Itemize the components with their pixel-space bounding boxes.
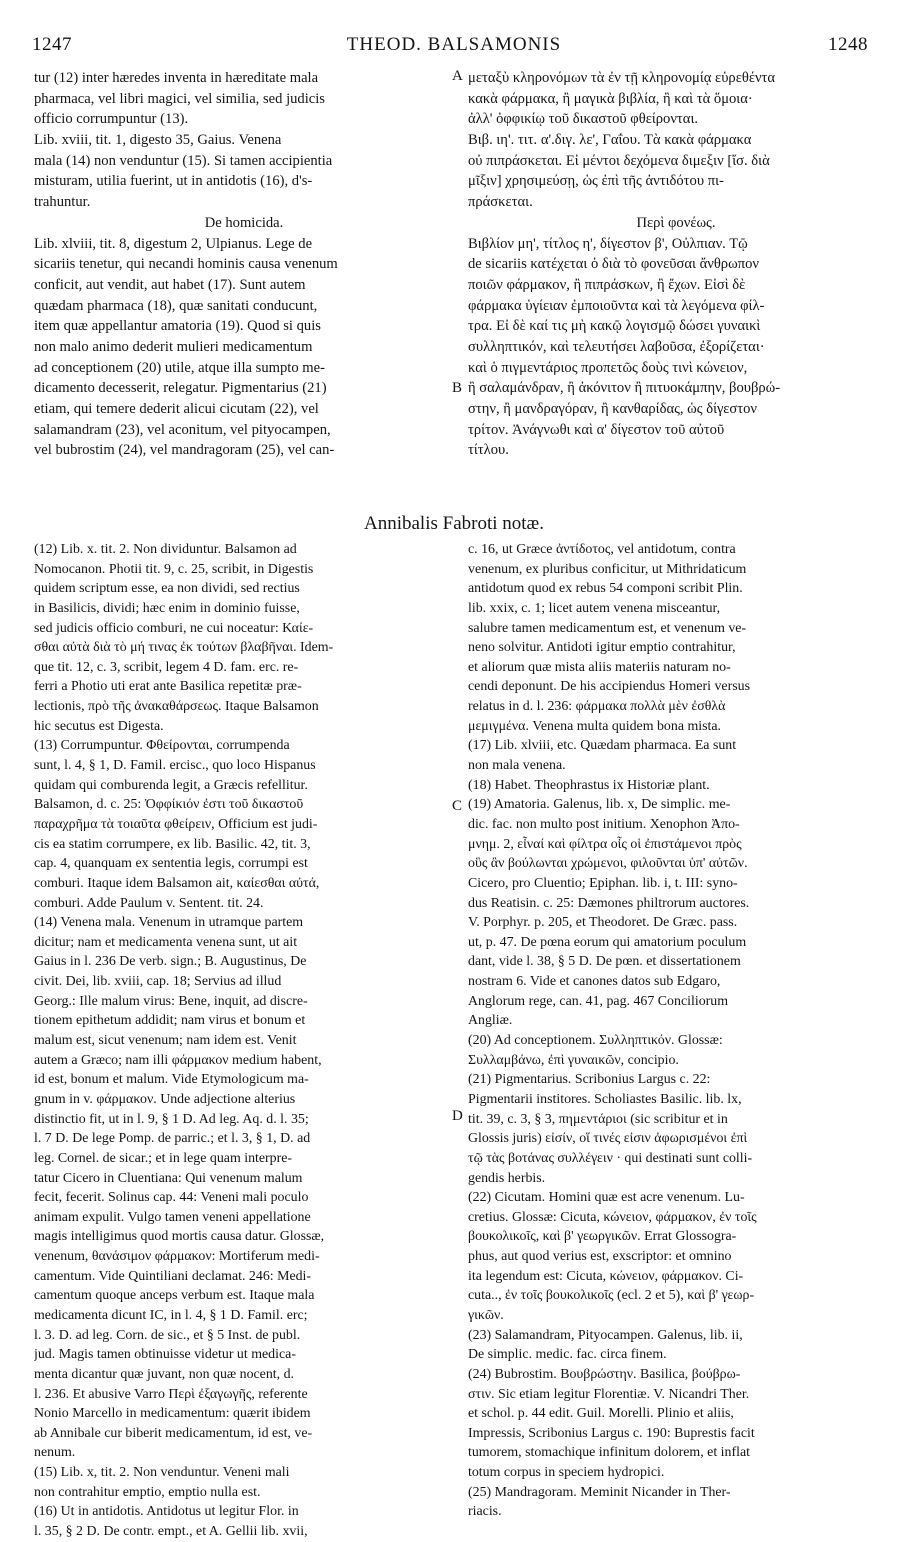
text-line: gnum in v. φάρμακον. Unde adjectione alterius <box>34 1091 296 1107</box>
text-line: tur (12) inter hæredes inventa in hæreditate mala <box>34 70 319 86</box>
text-line: pharmaca, vel libri magici, vel similia, sed judicis <box>34 90 325 107</box>
text-line: malum est, sicut venenum; nam idem est. Venit <box>34 1033 297 1049</box>
text-line: sicariis tenetur, qui necandi hominis causa venenum <box>34 256 338 273</box>
text-line: dant, vide l. 38, § 5 D. De pœn. et dissertationem <box>468 954 741 970</box>
text-line: item quæ appellantur amatoria (19). Quod si quis <box>34 318 321 335</box>
text-line: (13) Corrumpuntur. Φθείρονται, corrumpenda <box>34 738 290 754</box>
text-line: ad conceptionem (20) utile, atque illa sumpto me- <box>34 359 325 376</box>
text-line: Pigmentarii institores. Scholiastes Basilic. lib. lx, <box>468 1091 742 1107</box>
text-line: et schol. p. 44 edit. Guil. Morelli. Plinio et aliis, <box>468 1406 734 1422</box>
text-line: (16) Ut in antidotis. Antidotus ut legitur Flor. in <box>34 1504 299 1520</box>
text-line: (18) Habet. Theophrastus ix Historiæ plant. <box>468 777 710 793</box>
text-line: l. 7 D. De lege Pomp. de parric.; et l. 3, § 1, D. ad <box>34 1131 311 1147</box>
text-line: salamandram (23), vel aconitum, vel pityocampen, <box>34 421 331 438</box>
text-line: comburi. Itaque idem Balsamon ait, καίεσθαι αὐτά, <box>34 875 320 891</box>
page-number-right: 1248 <box>828 34 868 55</box>
text-line: tatur Cicero in Cluentiana: Qui venenum malum <box>34 1170 303 1186</box>
text-line: quædam pharmaca (18), quæ sanitati conducunt, <box>34 297 318 314</box>
text-line: τρίτον. Ἀνάγνωθι καὶ α' δίγεστον τοῦ αὐτοῦ <box>468 421 725 438</box>
text-line: de sicariis κατέχεται ὁ διὰ τὸ φονεῦσαι ἄνθρωπον <box>468 256 759 273</box>
text-line: tit. 39, c. 3, § 3, πημεντάριοι (sic scribitur et in <box>468 1111 728 1127</box>
text-line: venenum, θανάσιμον φάρμακον: Mortiferum medi- <box>34 1249 320 1265</box>
text-line: καὶ ὁ πιγμεντάριος προπετῶς δοὺς τινὶ κώνειον, <box>468 359 748 376</box>
text-line: riacis. <box>468 1504 502 1520</box>
text-line: μεμιγμένα. Venena multa quidem bona mista. <box>468 718 722 734</box>
margin-marker-b: B <box>452 380 463 396</box>
text-line: dic. fac. non multo post initium. Xenophon Ἀπο- <box>468 816 740 832</box>
text-line: τῷ τὰς βοτάνας συλλέγειν · qui destinati sunt colli- <box>468 1150 753 1166</box>
text-line: (23) Salamandram, Pityocampen. Galenus, lib. ii, <box>468 1327 743 1343</box>
text-line: jud. Magis tamen obtinuisse videtur ut medica- <box>34 1347 296 1363</box>
text-line: ferri a Photio uti erat ante Basilica repetitæ præ- <box>34 679 302 695</box>
text-line: cuta.., ἐν τοῖς βουκολικοῖς (ecl. 2 et 5), καὶ β' γεωρ- <box>468 1288 755 1304</box>
text-line: παραχρῆμα τὰ τοιαῦτα φθείρειν, Officium est judi- <box>34 816 318 832</box>
text-line: comburi. Adde Paulum v. Sentent. tit. 24. <box>34 895 264 911</box>
text-line: gendis herbis. <box>468 1170 546 1186</box>
text-line: Συλλαμβάνω, ἐπὶ γυναικῶν, concipio. <box>468 1052 679 1068</box>
text-line: (20) Ad conceptionem. Συλληπτικόν. Glossæ: <box>468 1033 723 1049</box>
text-line: magis intelligimus quod mortis causa datur. Glossæ, <box>34 1229 325 1245</box>
text-line: tumorem, stomachique infinitum dolorem, et inflat <box>468 1445 750 1461</box>
text-line: totum corpus in speciem hydropici. <box>468 1465 665 1481</box>
text-line: dicamento decesserit, relegatur. Pigmentarius (21) <box>34 380 327 397</box>
text-line: conficit, aut vendit, aut habet (17). Sunt autem <box>34 276 306 293</box>
text-line: βουκολικοῖς, καὶ β' γεωργικῶν. Errat Glossogra- <box>468 1229 737 1245</box>
text-line: Βιβ. ιη'. τιτ. α'.διγ. λε', Γαΐου. Τὰ κακὰ φάρμακα <box>468 132 752 149</box>
text-line: μεταξὺ κληρονόμων τὰ ἐν τῇ κληρονομίᾳ εὑρεθέντα <box>468 70 776 86</box>
text-line: vel bubrostim (24), vel mandragoram (25), vel can- <box>34 442 335 459</box>
text-line: c. 16, ut Græce ἀντίδοτος, vel antidotum, contra <box>468 542 736 557</box>
text-line: civit. Dei, lib. xviii, cap. 18; Servius ad illud <box>34 974 282 990</box>
text-line: non mala venena. <box>468 758 566 774</box>
text-line: οὐ πιπράσκεται. Εἰ μέντοι δεχόμενα διμεξιν [ἴσ. διὰ <box>468 152 770 169</box>
text-line: phus, aut quod verius est, exscriptor: et omnino <box>468 1249 732 1265</box>
text-line: quidem scriptum esse, ea non dividi, sed rectius <box>34 581 300 597</box>
page-number-left: 1247 <box>32 34 72 55</box>
text-line: cap. 4, quanquam ex sententia legis, corrumpi est <box>34 856 308 872</box>
text-line: Βιβλίον μη', τίτλος η', δίγεστον β', Οὐλπιαν. Τῷ <box>468 235 748 252</box>
text-line: Angliæ. <box>468 1013 513 1029</box>
text-line: leg. Cornel. de sicar.; et in lege quam interpre- <box>34 1150 293 1166</box>
text-line: menta dicantur quæ juvant, non quæ nocent, d. <box>34 1366 295 1382</box>
text-line: τρα. Εἰ δὲ καί τις μὴ κακῷ λογισμῷ δώσει γυναικὶ <box>468 318 761 335</box>
text-line: Lib. xviii, tit. 1, digesto 35, Gaius. Venena <box>34 132 282 149</box>
text-line: (15) Lib. x, tit. 2. Non venduntur. Veneni mali <box>34 1465 290 1481</box>
text-line: fecit, fecerit. Solinus cap. 44: Veneni mali poculo <box>34 1190 309 1206</box>
text-line: antidotum quod ex rebus 54 componi scribit Plin. <box>468 581 743 597</box>
text-line: (22) Cicutam. Homini quæ est acre venenum. Lu- <box>468 1190 745 1206</box>
text-line: medicamenta dicunt IC, in l. 4, § 1 D. Famil. erc; <box>34 1307 308 1323</box>
text-line: Nomocanon. Photii tit. 9, c. 25, scribit, in Digestis <box>34 561 314 577</box>
text-line: sunt, l. 4, § 1, D. Famil. ercisc., quo loco Hispanus <box>34 758 316 774</box>
text-line: Georg.: Ille malum virus: Bene, inquit, ad discre- <box>34 993 308 1009</box>
text-line: quidam qui comburenda legit, a Græcis refellitur. <box>34 777 308 793</box>
text-line: animam expulit. Vulgo tamen veneni appellatione <box>34 1209 311 1225</box>
text-line: ab Annibale cur biberit medicamentum, id est, ve- <box>34 1425 313 1441</box>
text-line: φάρμακα ὑγίειαν ἐμποιοῦντα καὶ τὰ λεγόμενα φίλ- <box>468 297 765 314</box>
text-line: De homicida. <box>204 214 284 231</box>
notes-title: Annibalis Fabroti notæ. <box>364 513 544 534</box>
text-line: salubre tamen medicamentum est, et venenum ve- <box>468 620 747 636</box>
text-line: et aliorum quæ mista aliis materiis naturam no- <box>468 659 731 675</box>
text-line: Lib. xlviii, tit. 8, digestum 2, Ulpianus. Lege de <box>34 235 313 252</box>
text-line: distinctio fit, ut in l. 9, § 1 D. Ad leg. Aq. d. l. 35; <box>34 1111 309 1127</box>
text-line: στην, ἢ μανδραγόραν, ἢ κανθαρίδας, ὡς δίγεστον <box>468 401 757 417</box>
text-line: lib. xxix, c. 1; licet autem venena misceantur, <box>468 600 721 616</box>
text-line: μῖξιν] χρησιμεύσῃ, ὡς ἐπὶ τῆς ἀντιδότου πι- <box>468 173 724 190</box>
text-line: ut, p. 47. De pœna eorum qui amatorium poculum <box>468 934 747 950</box>
text-line: nenum. <box>34 1445 76 1461</box>
text-line: Balsamon, d. c. 25: Ὀφφίκιόν ἐστι τοῦ δικαστοῦ <box>34 797 304 813</box>
text-line: Impressis, Scribonius Largus c. 190: Buprestis facit <box>468 1425 755 1441</box>
text-line: mala (14) non venduntur (15). Si tamen accipientia <box>34 152 333 169</box>
text-line: (21) Pigmentarius. Scribonius Largus c. 22: <box>468 1072 711 1088</box>
notes-right-column <box>468 540 884 1522</box>
text-line: in Basilicis, dividi; hæc enim in dominio fuisse, <box>34 600 300 616</box>
text-line: l. 3. D. ad leg. Corn. de sic., et § 5 Inst. de publ. <box>34 1327 301 1343</box>
text-line: trahuntur. <box>34 194 91 211</box>
text-line: (19) Amatoria. Galenus, lib. x, De simplic. me- <box>468 797 731 813</box>
text-line: dicitur; nam et medicamenta venena sunt, ut ait <box>34 934 298 950</box>
text-line: γικῶν. <box>468 1307 504 1323</box>
text-line: venenum, ex pluribus conficitur, ut Mithridaticum <box>468 561 747 577</box>
text-line: hic secutus est Digesta. <box>34 718 164 734</box>
text-line: cis ea statim corrumpere, ex lib. Basilic. 42, tit. 3, <box>34 836 311 852</box>
text-line: Glossis juris) εἰσίν, οἵ τινές εἰσιν ἀφωρισμένοι ἐπὶ <box>468 1131 748 1147</box>
text-line: μνημ. 2, εἶναί καὶ φίλτρα οἷς οἱ ἐπιστάμενοι πρὸς <box>468 836 742 852</box>
page-header <box>0 0 908 60</box>
text-line: relatus in d. l. 236: φάρμακα πολλὰ μὲν ἐσθλὰ <box>468 699 726 715</box>
text-line: σθαι αὐτὰ διὰ τὸ μή τινας ἐκ τούτων βλαβῆναι. Idem- <box>34 640 334 656</box>
text-line: Anglorum rege, can. 41, pag. 467 Conciliorum <box>468 993 729 1009</box>
text-line: officio corrumpuntur (13). <box>34 111 189 128</box>
text-line: camentum quoque anceps verbum est. Itaque mala <box>34 1288 315 1304</box>
text-line: que tit. 12, c. 3, scribit, legem 4 D. fam. erc. re- <box>34 659 299 675</box>
text-line: οὓς ἂν βούλωνται χρώμενοι, φιλοῦνται ὑπ' αὐτῶν. <box>468 856 748 872</box>
text-line: πράσκεται. <box>468 194 533 211</box>
text-line: Cicero, pro Cluentio; Epiphan. lib. i, t. III: syno- <box>468 875 738 891</box>
text-line: Περὶ φονέως. <box>636 214 716 231</box>
text-line: l. 236. Et abusive Varro Περὶ ἐξαγωγῆς, referente <box>34 1386 308 1402</box>
text-line: tionem epithetum addidit; nam virus et bonum et <box>34 1013 306 1029</box>
text-line: ita legendum est: Cicuta, κώνειον, φάρμακον. Ci- <box>468 1268 744 1284</box>
text-line: συλληπτικόν, καὶ τελευτήσει λαβοῦσα, ἐξορίζεται· <box>468 338 765 355</box>
text-line: etiam, qui temere dederit alicui cicutam (22), vel <box>34 401 319 417</box>
text-line: (17) Lib. xlviii, etc. Quædam pharmaca. Ea sunt <box>468 738 737 754</box>
text-line: κακὰ φάρμακα, ἢ μαγικὰ βιβλία, ἢ καὶ τὰ ὅμοια· <box>468 90 753 107</box>
text-line: ἀλλ' ὀφφικίῳ τοῦ δικαστοῦ φθείρονται. <box>468 111 699 128</box>
text-line: non contrahitur emptio, emptio nulla est. <box>34 1484 261 1500</box>
text-line: camentum. Vide Quintiliani declamat. 246: Medi- <box>34 1268 312 1284</box>
text-line: neno solvitur. Antidoti igitur emptio contrahitur, <box>468 640 736 656</box>
text-line: l. 35, § 2 D. De contr. empt., et A. Gellii lib. xvii, <box>34 1524 308 1540</box>
text-line: cretius. Glossæ: Cicuta, κώνειον, φάρμακον, ἐν τοῖς <box>468 1209 757 1225</box>
margin-marker-d: D <box>452 1108 463 1124</box>
text-line: (25) Mandragoram. Meminit Nicander in Ther- <box>468 1484 731 1500</box>
latin-text-column <box>34 68 454 461</box>
margin-marker-c: C <box>452 798 463 814</box>
greek-text-column <box>468 68 884 461</box>
notes-left-column <box>34 540 454 1542</box>
text-line: τίτλου. <box>468 442 509 459</box>
text-line: (12) Lib. x. tit. 2. Non dividuntur. Balsamon ad <box>34 542 297 557</box>
text-line: lectionis, πρὸ τῆς ἀνακαθάρσεως. Itaque Balsamon <box>34 699 319 715</box>
text-line: (14) Venena mala. Venenum in utramque partem <box>34 915 304 931</box>
text-line: De simplic. medic. fac. circa finem. <box>468 1347 667 1363</box>
text-line: id est, bonum et malum. Vide Etymologicum ma- <box>34 1072 309 1088</box>
text-line: cendi deponunt. De his accipiendus Homeri versus <box>468 679 750 695</box>
text-line: ποιῶν φάρμακον, ἢ πιπράσκων, ἢ ἔχων. Εἰσὶ δὲ <box>468 276 746 293</box>
text-line: nostram 6. Vide et canones datos sub Edgaro, <box>468 974 721 990</box>
margin-marker-a: A <box>452 68 463 84</box>
text-line: V. Porphyr. p. 205, et Theodoret. De Græc. pass. <box>468 915 738 931</box>
text-line: (24) Bubrostim. Βουβρώστην. Basilica, βούβρω- <box>468 1366 741 1382</box>
text-line: ἢ σαλαμάνδραν, ἢ ἀκόνιτον ἢ πιτυοκάμπην, βουβρώ- <box>468 380 781 397</box>
text-line: sed judicis officio comburi, ne cui noceatur: Καίε- <box>34 620 314 636</box>
text-line: autem a Græco; nam illi φάρμακον medium habent, <box>34 1052 322 1068</box>
text-line: Gaius in l. 236 De verb. sign.; B. Augustinus, De <box>34 954 307 970</box>
text-line: misturam, utilia fuerint, ut in antidotis (16), d's- <box>34 173 313 190</box>
text-line: dus Reatisin. c. 25: Dæmones philtrorum auctores. <box>468 895 750 911</box>
text-line: στιν. Sic etiam legitur Florentiæ. V. Nicandri Ther. <box>468 1386 750 1402</box>
text-line: Nonio Marcello in medicamentum: quærit ibidem <box>34 1406 311 1422</box>
text-line: non malo animo dederit mulieri medicamentum <box>34 338 313 355</box>
running-title: THEOD. BALSAMONIS <box>346 34 562 55</box>
